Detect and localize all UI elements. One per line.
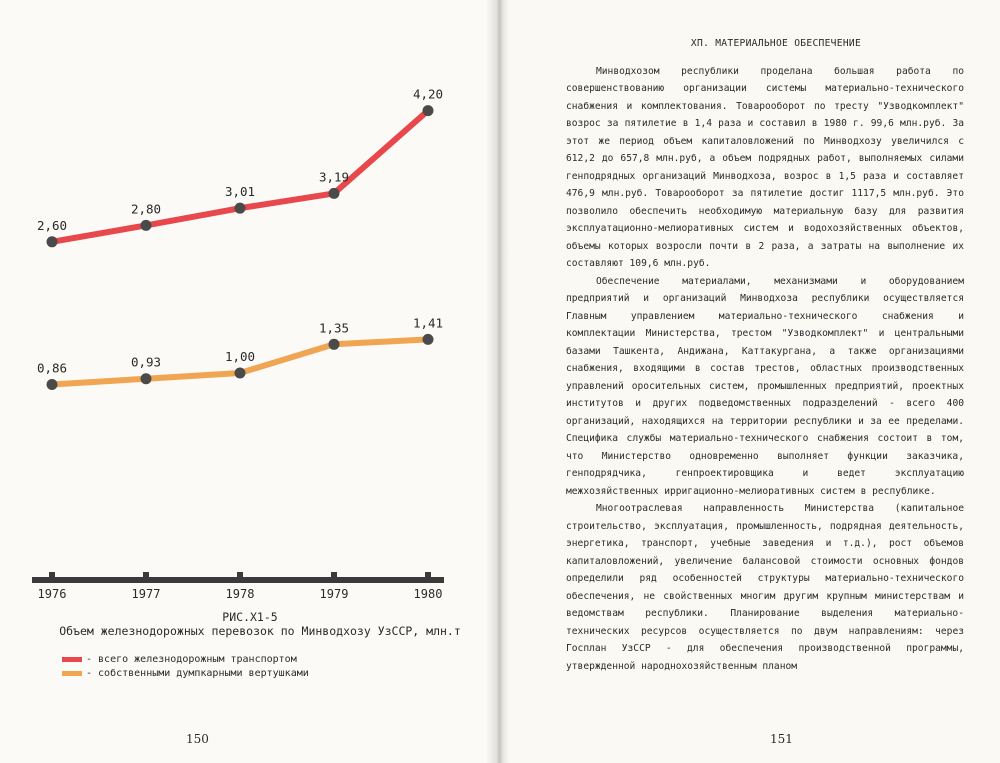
data-point <box>329 188 340 199</box>
data-point <box>329 339 340 350</box>
data-label: 2,60 <box>36 217 68 233</box>
x-axis <box>32 572 444 600</box>
legend-item-dumpcar <box>62 666 309 680</box>
data-label: 3,19 <box>318 169 350 185</box>
data-point <box>141 220 152 231</box>
body-text <box>566 35 964 675</box>
section-heading: ХП. МАТЕРИАЛЬНОЕ ОБЕСПЕЧЕНИЕ <box>690 38 862 49</box>
line-chart <box>0 0 500 600</box>
data-label: 0,93 <box>130 354 162 370</box>
figure-title: РИС.Х1-5 <box>222 610 278 624</box>
x-tick-label: 1977 <box>131 587 161 600</box>
data-point <box>423 334 434 345</box>
x-tick-mark <box>237 572 243 578</box>
x-tick-mark <box>143 572 149 578</box>
data-label: 0,86 <box>36 360 68 376</box>
data-label: 1,41 <box>412 315 444 331</box>
legend-label-total: - всего железнодорожным транспортом <box>86 653 297 665</box>
data-point <box>47 379 58 390</box>
data-label: 4,20 <box>412 86 444 102</box>
series-line-total <box>52 111 428 242</box>
data-label: 2,80 <box>130 201 162 217</box>
chart-series <box>47 105 434 390</box>
data-point <box>141 373 152 384</box>
legend-label-dumpcar: - собственными думпкарными вертушками <box>86 667 309 679</box>
paragraph-1: Минводхозом республики проделана большая работа по совершенствованию организации системы материально-технического снабжения и комплектования. Товарооборот по тресту "Узводкомплект" возрос за пятилетие в 1,4 раза и составил в 1980 г. 99,6 млн.руб. За этот же период объем капиталовложений по Минводхозу увеличился с 612,2 до 657,8 млн.руб, а объем подрядных работ, выполняемых силами генподрядных организаций Минводхоза, возрос в 1,5 раза и составляет 476,9 млн.руб. Товарооборот за пятилетие достиг 1117,5 млн.руб. Это позволило обеспечить необходимую материальную базу для развития эксплуатационно-мелиоративных систем и водохозяйственных объектов, объемы которых возросли почти в 2 раза, а затраты на выполнение их составляют 109,6 млн.руб. <box>566 65 964 269</box>
data-point <box>235 368 246 379</box>
paragraph-3: Многоотраслевая направленность Министерства (капитальное строительство, эксплуатация, промышленность, подрядная деятельность, энергетика, транспорт, учебные заведения и т.д.), рост объемов капиталовложений, увеличение балансовой стоимости основных фондов определили ряд особенностей структуры материально-технического обеспечения, не свойственных многим другим крупным министерствам и ведомствам республики. Планирование выделения материально-технических ресурсов осуществляется по двум направлениям: через Госплан УзССР - для обеспечения производственной программы, утвержденной народнохозяйственным планом <box>566 503 964 672</box>
page-number-right: 151 <box>770 732 793 746</box>
legend-item-total <box>62 652 297 666</box>
x-tick-mark <box>49 572 55 578</box>
data-label: 3,01 <box>224 184 256 200</box>
figure-subtitle: Объем железнодорожных перевозок по Минводхозу УзССР, млн.т <box>59 624 461 638</box>
data-label: 1,35 <box>318 320 350 336</box>
page-number-left: 150 <box>186 732 209 746</box>
paragraph-2: Обеспечение материалами, механизмами и оборудованием предприятий и организаций Минводхоза республики осуществляется Главным управлением материально-технического снабжения и комплектации Министерства, трестом "Узводкомплект" и центральными базами Ташкента, Андижана, Каттакургана, а также организациями снабжения, входящими в состав трестов, областных производственных управлений оросительных систем, промышленных предприятий, проектных институтов и других подведомственных подразделений - всего 400 организаций, находящихся на территории республики и за ее пределами. Специфика службы материально-технического снабжения состоит в том, что Министерство одновременно выполняет функции заказчика, генподрядчика, генпроектировщика и ведет эксплуатацию межхозяйственных ирригационно-мелиоративных систем в республике. <box>566 275 964 497</box>
data-label: 1,00 <box>224 349 256 364</box>
x-tick-mark <box>331 572 337 578</box>
x-tick-label: 1980 <box>413 587 443 600</box>
book-gutter <box>486 0 510 763</box>
legend-swatch-dumpcar <box>62 671 82 676</box>
x-tick-label: 1976 <box>37 587 67 600</box>
data-point <box>423 105 434 116</box>
x-tick-label: 1978 <box>225 587 255 600</box>
x-tick-mark <box>425 572 431 578</box>
x-tick-label: 1979 <box>319 587 349 600</box>
data-point <box>235 203 246 214</box>
data-point <box>47 236 58 247</box>
legend-swatch-total <box>62 657 82 662</box>
